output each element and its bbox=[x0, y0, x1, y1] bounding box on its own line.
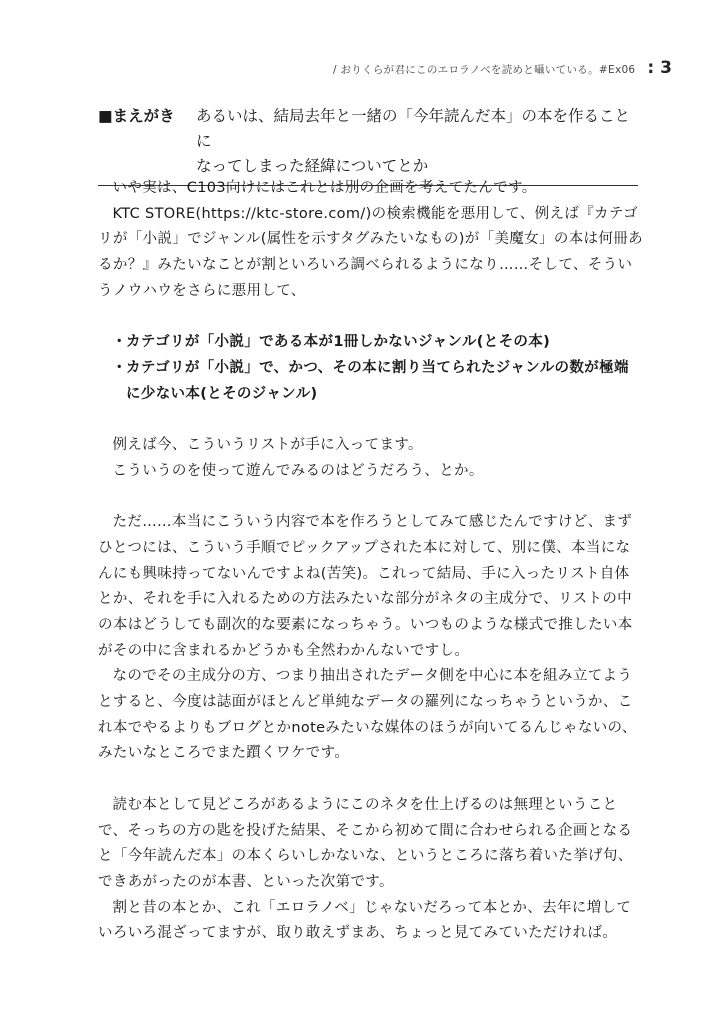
header-title: / おりくらが君にこのエロラノベを読めと囁いている。#Ex06 bbox=[332, 64, 636, 76]
bullet-marker: ・ bbox=[112, 359, 127, 376]
section-heading bbox=[98, 104, 638, 186]
paragraph: こういうのを使って遊んでみるのはどうだろう、とか。 bbox=[112, 462, 484, 479]
paragraph: ただ……本当にこういう内容で本を作ろうとしてみて感じたんですけど、まずひとつには、こういう手順でピックアップされた本に対して、別に僕、本当になんにも興味持ってないんですよね(苦笑)。これって結局、手に入ったリスト自体とか、それを手に入れるための方法みたいな部分がネタの主成分で、リストの中の本はどうしても副次的な要素になっちゃう。いつものような様式で推したい本がその中に含まれるかどうかも全然わかんないですし。 bbox=[98, 514, 633, 659]
bullet-list bbox=[98, 330, 643, 407]
section-label: ■まえがき bbox=[98, 107, 175, 125]
bullet-item bbox=[112, 356, 643, 407]
body-text bbox=[98, 176, 643, 947]
bullet-marker: ・ bbox=[112, 334, 127, 351]
paragraph: 例えば今、こういうリストが手に入ってます。 bbox=[112, 437, 423, 453]
running-header bbox=[333, 58, 672, 78]
paragraph: 割と昔の本とか、これ「エロラノベ」じゃないだろって本とか、去年に増していろいろ混ざってますが、取り敢えずまあ、ちょっと見てみていただければ。 bbox=[98, 899, 632, 942]
bullet-item bbox=[112, 330, 643, 356]
paragraph: なのでその主成分の方、つまり抽出されたデータ側を中心に本を組み立てようとすると、今度は誌面がほとんど単純なデータの羅列になっちゃうというか、これ本でやるよりもブログとかnoteみたいな媒体のほうが向いてるんじゃないの、みたいなところでまた躓くワケです。 bbox=[98, 668, 637, 762]
paragraph: いや実は、C103向けにはこれとは別の企画を考えてたんです。 bbox=[112, 180, 537, 196]
bullet-text: カテゴリが「小説」で、かつ、その本に割り当てられたジャンルの数が極端に少ない本(とそのジャンル) bbox=[126, 359, 629, 402]
bullet-text: カテゴリが「小説」である本が1冊しかないジャンル(とその本) bbox=[126, 334, 551, 351]
page-number: : 3 bbox=[647, 58, 672, 78]
section-title-line-1: あるいは、結局去年と一緒の「今年読んだ本」の本を作ることに bbox=[196, 107, 631, 150]
section-title-line-2: なってしまった経緯についてとか bbox=[196, 157, 429, 175]
paragraph: 読む本として見どころがあるようにこのネタを仕上げるのは無理ということで、そっちの方の匙を投げた結果、そこから初めて間に合わせられる企画となると「今年読んだ本」の本くらいしかないな、というところに落ち着いた挙げ句、できあがったのが本書、といった次第です。 bbox=[98, 796, 633, 890]
paragraph: KTC STORE(https://ktc-store.com/)の検索機能を悪用して、例えば『カテゴリが「小説」でジャンル(属性を示すタグみたいなもの)が「美魔女」の本は何冊あるか？』みたいなことが割といろいろ調べられるようになり……そして、そういうノウハウをさらに悪用して、 bbox=[98, 205, 643, 299]
